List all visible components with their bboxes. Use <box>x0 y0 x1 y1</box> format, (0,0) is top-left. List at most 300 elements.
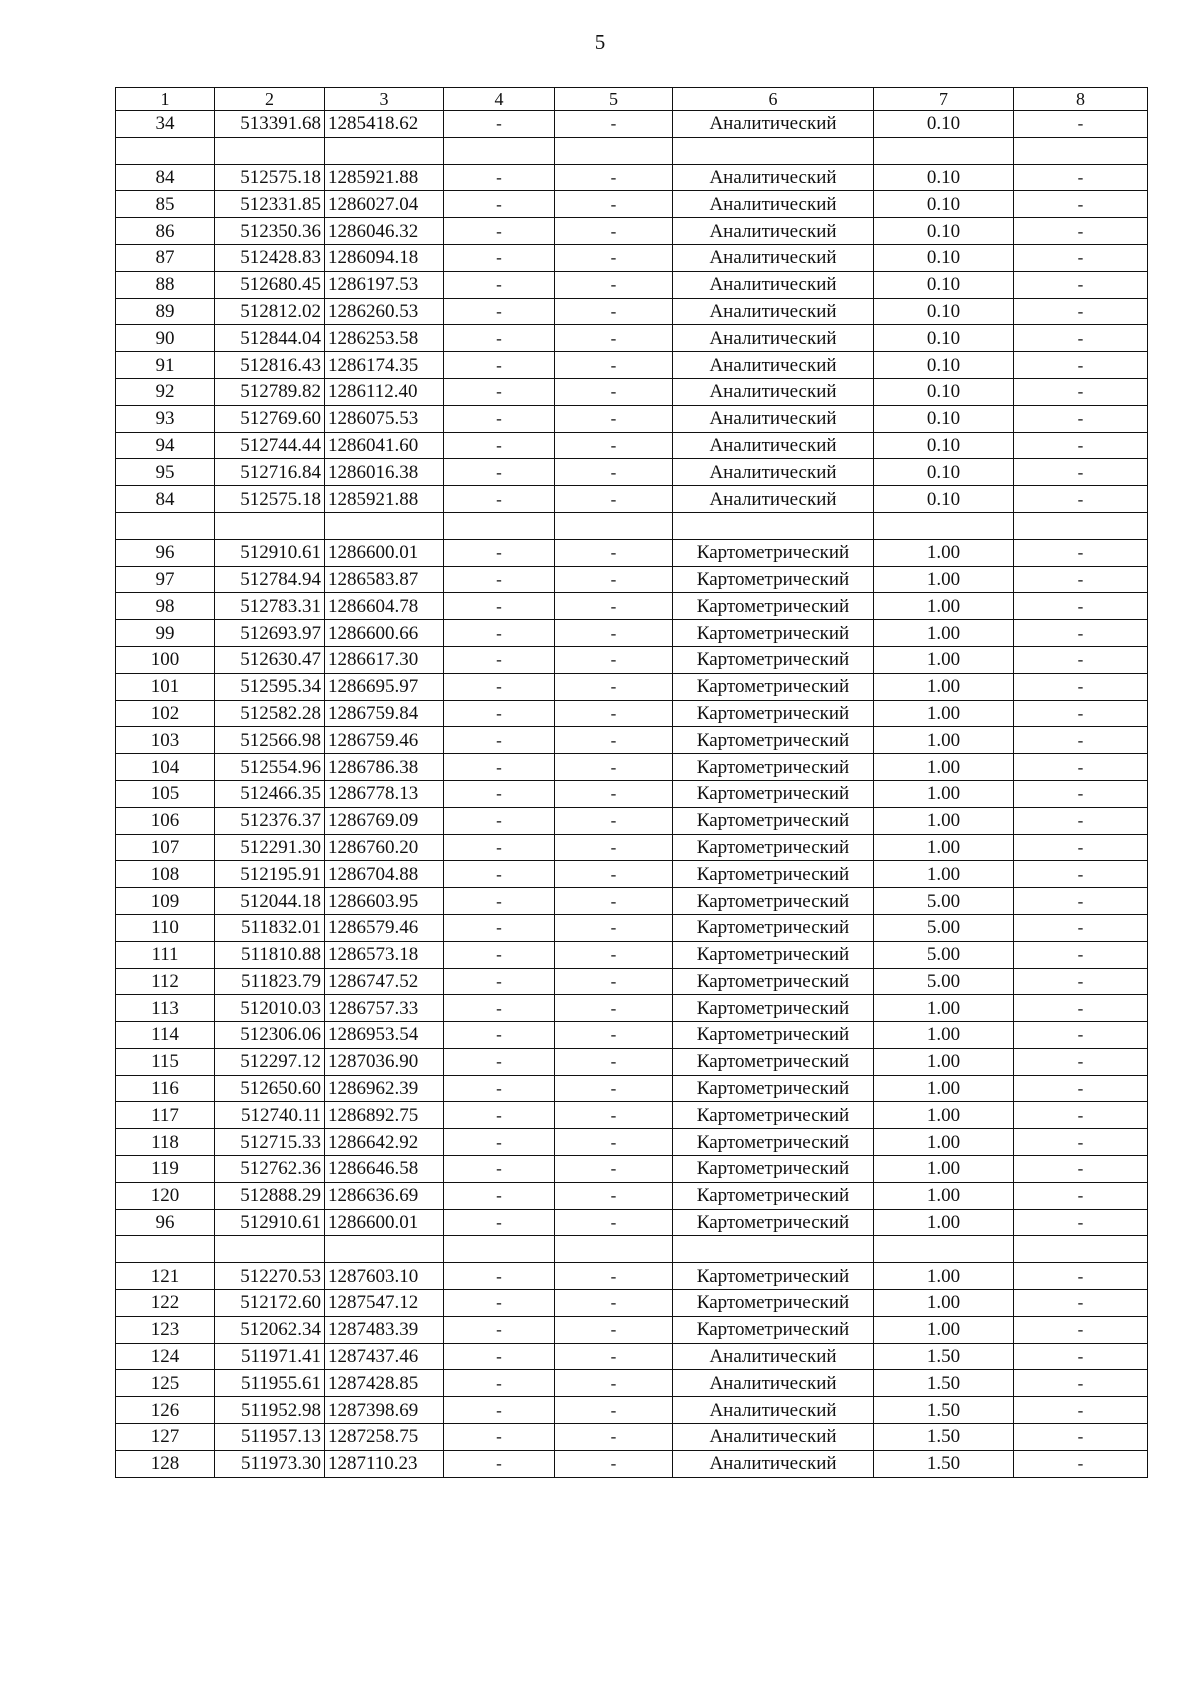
accuracy-cell <box>874 512 1014 539</box>
y-coordinate-cell: 1285418.62 <box>325 111 444 138</box>
column-8-cell: - <box>1014 352 1148 379</box>
column-4-cell: - <box>444 378 555 405</box>
method-cell: Картометрический <box>673 1182 874 1209</box>
accuracy-cell: 1.00 <box>874 1129 1014 1156</box>
column-4-cell: - <box>444 995 555 1022</box>
y-coordinate-cell: 1287258.75 <box>325 1424 444 1451</box>
point-number-cell: 97 <box>116 566 215 593</box>
column-5-cell: - <box>555 727 673 754</box>
column-5-cell: - <box>555 834 673 861</box>
method-cell <box>673 512 874 539</box>
accuracy-cell: 5.00 <box>874 914 1014 941</box>
column-8-cell <box>1014 1236 1148 1263</box>
column-5-cell: - <box>555 620 673 647</box>
x-coordinate-cell: 512812.02 <box>215 298 325 325</box>
x-coordinate-cell: 512816.43 <box>215 352 325 379</box>
y-coordinate-cell: 1287398.69 <box>325 1397 444 1424</box>
column-5-cell: - <box>555 754 673 781</box>
y-coordinate-cell: 1286617.30 <box>325 646 444 673</box>
column-5-cell <box>555 137 673 164</box>
table-row <box>116 1075 1148 1102</box>
table-row <box>116 914 1148 941</box>
column-8-cell: - <box>1014 807 1148 834</box>
accuracy-cell: 1.50 <box>874 1397 1014 1424</box>
point-number-cell: 96 <box>116 539 215 566</box>
accuracy-cell: 1.00 <box>874 646 1014 673</box>
table-row <box>116 888 1148 915</box>
x-coordinate-cell: 512172.60 <box>215 1290 325 1317</box>
column-4-cell: - <box>444 834 555 861</box>
column-8-cell: - <box>1014 1316 1148 1343</box>
column-8-cell: - <box>1014 1290 1148 1317</box>
column-4-cell: - <box>444 1424 555 1451</box>
accuracy-cell: 1.00 <box>874 1075 1014 1102</box>
y-coordinate-cell: 1286041.60 <box>325 432 444 459</box>
table-row <box>116 1450 1148 1477</box>
column-4-cell: - <box>444 1022 555 1049</box>
column-8-cell: - <box>1014 1397 1148 1424</box>
table-row <box>116 754 1148 781</box>
column-4-cell <box>444 1236 555 1263</box>
x-coordinate-cell: 512630.47 <box>215 646 325 673</box>
y-coordinate-cell: 1286600.01 <box>325 539 444 566</box>
x-coordinate-cell: 512575.18 <box>215 164 325 191</box>
x-coordinate-cell: 512291.30 <box>215 834 325 861</box>
point-number-cell: 94 <box>116 432 215 459</box>
method-cell: Аналитический <box>673 1397 874 1424</box>
column-5-cell: - <box>555 1316 673 1343</box>
column-4-cell: - <box>444 486 555 513</box>
column-4-cell: - <box>444 700 555 727</box>
accuracy-cell: 1.00 <box>874 1263 1014 1290</box>
table-row <box>116 727 1148 754</box>
column-4-cell: - <box>444 164 555 191</box>
column-5-cell: - <box>555 780 673 807</box>
column-8-cell: - <box>1014 968 1148 995</box>
column-4-cell: - <box>444 191 555 218</box>
x-coordinate-cell: 512575.18 <box>215 486 325 513</box>
table-row <box>116 244 1148 271</box>
column-4-cell: - <box>444 405 555 432</box>
y-coordinate-cell: 1286778.13 <box>325 780 444 807</box>
x-coordinate-cell: 512680.45 <box>215 271 325 298</box>
table-row <box>116 325 1148 352</box>
x-coordinate-cell: 513391.68 <box>215 111 325 138</box>
x-coordinate-cell: 511955.61 <box>215 1370 325 1397</box>
table-row <box>116 807 1148 834</box>
column-5-cell: - <box>555 298 673 325</box>
y-coordinate-cell: 1287036.90 <box>325 1048 444 1075</box>
method-cell: Аналитический <box>673 218 874 245</box>
point-number-cell: 91 <box>116 352 215 379</box>
method-cell: Аналитический <box>673 164 874 191</box>
column-8-cell: - <box>1014 1450 1148 1477</box>
x-coordinate-cell: 512910.61 <box>215 539 325 566</box>
accuracy-cell: 1.00 <box>874 1156 1014 1183</box>
method-cell: Картометрический <box>673 968 874 995</box>
accuracy-cell: 1.50 <box>874 1370 1014 1397</box>
table-row <box>116 968 1148 995</box>
column-8-cell: - <box>1014 566 1148 593</box>
column-4-cell: - <box>444 1182 555 1209</box>
column-8-cell: - <box>1014 1370 1148 1397</box>
x-coordinate-cell: 512595.34 <box>215 673 325 700</box>
column-8-cell: - <box>1014 486 1148 513</box>
column-4-cell: - <box>444 244 555 271</box>
table-header-row <box>116 88 1148 111</box>
method-cell: Картометрический <box>673 1022 874 1049</box>
y-coordinate-cell: 1286759.46 <box>325 727 444 754</box>
method-cell: Картометрический <box>673 700 874 727</box>
column-8-cell: - <box>1014 646 1148 673</box>
column-4-cell <box>444 512 555 539</box>
accuracy-cell: 0.10 <box>874 459 1014 486</box>
point-number-cell: 103 <box>116 727 215 754</box>
x-coordinate-cell <box>215 1236 325 1263</box>
table-row <box>116 352 1148 379</box>
method-cell: Аналитический <box>673 352 874 379</box>
y-coordinate-cell: 1286112.40 <box>325 378 444 405</box>
column-8-cell: - <box>1014 1424 1148 1451</box>
column-4-cell: - <box>444 807 555 834</box>
column-8-cell: - <box>1014 593 1148 620</box>
column-8-cell: - <box>1014 271 1148 298</box>
column-5-cell: - <box>555 1182 673 1209</box>
accuracy-cell: 0.10 <box>874 111 1014 138</box>
x-coordinate-cell: 512844.04 <box>215 325 325 352</box>
method-cell: Аналитический <box>673 271 874 298</box>
accuracy-cell: 1.00 <box>874 727 1014 754</box>
accuracy-cell: 1.50 <box>874 1343 1014 1370</box>
column-5-cell: - <box>555 1290 673 1317</box>
point-number-cell: 95 <box>116 459 215 486</box>
method-cell: Аналитический <box>673 244 874 271</box>
column-5-cell: - <box>555 807 673 834</box>
column-8-cell <box>1014 137 1148 164</box>
accuracy-cell: 0.10 <box>874 378 1014 405</box>
column-8-cell: - <box>1014 941 1148 968</box>
table-row <box>116 941 1148 968</box>
y-coordinate-cell <box>325 512 444 539</box>
column-8-cell: - <box>1014 914 1148 941</box>
method-cell: Аналитический <box>673 378 874 405</box>
table-row <box>116 673 1148 700</box>
column-4-cell: - <box>444 727 555 754</box>
accuracy-cell: 0.10 <box>874 298 1014 325</box>
table-row <box>116 218 1148 245</box>
column-4-cell: - <box>444 298 555 325</box>
column-5-cell: - <box>555 1450 673 1477</box>
y-coordinate-cell: 1287437.46 <box>325 1343 444 1370</box>
point-number-cell: 124 <box>116 1343 215 1370</box>
method-cell <box>673 137 874 164</box>
column-8-cell <box>1014 512 1148 539</box>
column-4-cell: - <box>444 218 555 245</box>
accuracy-cell <box>874 137 1014 164</box>
column-5-cell: - <box>555 700 673 727</box>
column-4-cell: - <box>444 271 555 298</box>
x-coordinate-cell: 512466.35 <box>215 780 325 807</box>
method-cell: Картометрический <box>673 914 874 941</box>
method-cell: Картометрический <box>673 593 874 620</box>
x-coordinate-cell: 512376.37 <box>215 807 325 834</box>
y-coordinate-cell: 1286016.38 <box>325 459 444 486</box>
method-cell: Картометрический <box>673 566 874 593</box>
column-8-cell: - <box>1014 325 1148 352</box>
method-cell: Аналитический <box>673 1424 874 1451</box>
column-5-cell: - <box>555 888 673 915</box>
column-8-cell: - <box>1014 1209 1148 1236</box>
column-5-cell: - <box>555 1209 673 1236</box>
x-coordinate-cell: 512744.44 <box>215 432 325 459</box>
column-4-cell: - <box>444 888 555 915</box>
column-4-cell: - <box>444 1343 555 1370</box>
point-number-cell: 104 <box>116 754 215 781</box>
column-5-cell: - <box>555 486 673 513</box>
column-5-cell: - <box>555 968 673 995</box>
point-number-cell: 101 <box>116 673 215 700</box>
x-coordinate-cell: 511823.79 <box>215 968 325 995</box>
column-4-cell <box>444 137 555 164</box>
point-number-cell: 105 <box>116 780 215 807</box>
table-row <box>116 1156 1148 1183</box>
table-row <box>116 539 1148 566</box>
table-row <box>116 432 1148 459</box>
y-coordinate-cell: 1286759.84 <box>325 700 444 727</box>
column-4-cell: - <box>444 1209 555 1236</box>
point-number-cell: 112 <box>116 968 215 995</box>
accuracy-cell: 0.10 <box>874 191 1014 218</box>
y-coordinate-cell: 1286027.04 <box>325 191 444 218</box>
accuracy-cell: 1.00 <box>874 700 1014 727</box>
column-4-cell: - <box>444 539 555 566</box>
point-number-cell: 90 <box>116 325 215 352</box>
x-coordinate-cell: 511957.13 <box>215 1424 325 1451</box>
x-coordinate-cell: 512428.83 <box>215 244 325 271</box>
column-8-cell: - <box>1014 218 1148 245</box>
table-row <box>116 861 1148 888</box>
point-number-cell: 100 <box>116 646 215 673</box>
accuracy-cell: 0.10 <box>874 164 1014 191</box>
accuracy-cell: 1.00 <box>874 1209 1014 1236</box>
column-8-cell: - <box>1014 432 1148 459</box>
point-number-cell: 84 <box>116 486 215 513</box>
table-row <box>116 1343 1148 1370</box>
x-coordinate-cell: 512769.60 <box>215 405 325 432</box>
table-row <box>116 111 1148 138</box>
column-8-cell: - <box>1014 995 1148 1022</box>
point-number-cell: 127 <box>116 1424 215 1451</box>
column-8-cell: - <box>1014 111 1148 138</box>
method-cell: Картометрический <box>673 1156 874 1183</box>
accuracy-cell: 1.50 <box>874 1424 1014 1451</box>
method-cell: Картометрический <box>673 1048 874 1075</box>
y-coordinate-cell: 1287110.23 <box>325 1450 444 1477</box>
table-row <box>116 378 1148 405</box>
column-4-cell: - <box>444 566 555 593</box>
table-row <box>116 1424 1148 1451</box>
column-4-cell: - <box>444 1156 555 1183</box>
point-number-cell: 118 <box>116 1129 215 1156</box>
accuracy-cell: 1.00 <box>874 673 1014 700</box>
table-row <box>116 1129 1148 1156</box>
accuracy-cell: 1.00 <box>874 1022 1014 1049</box>
column-header: 4 <box>444 88 555 111</box>
column-5-cell: - <box>555 1370 673 1397</box>
column-5-cell: - <box>555 405 673 432</box>
method-cell: Картометрический <box>673 1290 874 1317</box>
x-coordinate-cell: 511971.41 <box>215 1343 325 1370</box>
point-number-cell: 110 <box>116 914 215 941</box>
point-number-cell: 121 <box>116 1263 215 1290</box>
point-number-cell: 86 <box>116 218 215 245</box>
x-coordinate-cell: 512566.98 <box>215 727 325 754</box>
accuracy-cell: 5.00 <box>874 888 1014 915</box>
column-4-cell: - <box>444 1075 555 1102</box>
y-coordinate-cell: 1286253.58 <box>325 325 444 352</box>
x-coordinate-cell: 512888.29 <box>215 1182 325 1209</box>
x-coordinate-cell <box>215 137 325 164</box>
method-cell: Картометрический <box>673 646 874 673</box>
method-cell: Аналитический <box>673 325 874 352</box>
y-coordinate-cell: 1287428.85 <box>325 1370 444 1397</box>
table-row <box>116 834 1148 861</box>
method-cell: Картометрический <box>673 861 874 888</box>
x-coordinate-cell: 512331.85 <box>215 191 325 218</box>
method-cell: Аналитический <box>673 432 874 459</box>
accuracy-cell: 1.00 <box>874 834 1014 861</box>
table-row <box>116 1209 1148 1236</box>
accuracy-cell: 0.10 <box>874 218 1014 245</box>
x-coordinate-cell: 512910.61 <box>215 1209 325 1236</box>
column-8-cell: - <box>1014 1102 1148 1129</box>
column-8-cell: - <box>1014 700 1148 727</box>
column-5-cell: - <box>555 1263 673 1290</box>
accuracy-cell: 0.10 <box>874 432 1014 459</box>
method-cell: Аналитический <box>673 486 874 513</box>
column-5-cell: - <box>555 566 673 593</box>
point-number-cell: 85 <box>116 191 215 218</box>
column-4-cell: - <box>444 111 555 138</box>
x-coordinate-cell: 512062.34 <box>215 1316 325 1343</box>
point-number-cell: 92 <box>116 378 215 405</box>
accuracy-cell: 1.00 <box>874 1102 1014 1129</box>
method-cell: Аналитический <box>673 405 874 432</box>
column-5-cell: - <box>555 1343 673 1370</box>
column-4-cell: - <box>444 1397 555 1424</box>
column-5-cell: - <box>555 378 673 405</box>
point-number-cell: 114 <box>116 1022 215 1049</box>
column-8-cell: - <box>1014 861 1148 888</box>
y-coordinate-cell: 1286579.46 <box>325 914 444 941</box>
column-8-cell: - <box>1014 1129 1148 1156</box>
accuracy-cell: 1.00 <box>874 1316 1014 1343</box>
column-header: 3 <box>325 88 444 111</box>
y-coordinate-cell: 1287603.10 <box>325 1263 444 1290</box>
column-4-cell: - <box>444 1450 555 1477</box>
column-header: 1 <box>116 88 215 111</box>
y-coordinate-cell: 1286892.75 <box>325 1102 444 1129</box>
column-4-cell: - <box>444 914 555 941</box>
point-number-cell: 125 <box>116 1370 215 1397</box>
point-number-cell: 109 <box>116 888 215 915</box>
table-row <box>116 700 1148 727</box>
y-coordinate-cell: 1286260.53 <box>325 298 444 325</box>
accuracy-cell: 0.10 <box>874 325 1014 352</box>
column-5-cell: - <box>555 995 673 1022</box>
y-coordinate-cell: 1286636.69 <box>325 1182 444 1209</box>
y-coordinate-cell: 1286786.38 <box>325 754 444 781</box>
table-row <box>116 1397 1148 1424</box>
point-number-cell: 84 <box>116 164 215 191</box>
column-8-cell: - <box>1014 164 1148 191</box>
point-number-cell: 107 <box>116 834 215 861</box>
column-5-cell: - <box>555 646 673 673</box>
table-row <box>116 1316 1148 1343</box>
column-5-cell <box>555 512 673 539</box>
y-coordinate-cell: 1287483.39 <box>325 1316 444 1343</box>
accuracy-cell: 0.10 <box>874 405 1014 432</box>
column-8-cell: - <box>1014 405 1148 432</box>
method-cell: Картометрический <box>673 539 874 566</box>
point-number-cell: 106 <box>116 807 215 834</box>
column-header: 7 <box>874 88 1014 111</box>
table-row <box>116 1370 1148 1397</box>
column-4-cell: - <box>444 620 555 647</box>
method-cell: Картометрический <box>673 780 874 807</box>
x-coordinate-cell: 512789.82 <box>215 378 325 405</box>
column-8-cell: - <box>1014 834 1148 861</box>
y-coordinate-cell: 1286046.32 <box>325 218 444 245</box>
table-row <box>116 1290 1148 1317</box>
y-coordinate-cell: 1285921.88 <box>325 486 444 513</box>
x-coordinate-cell: 512010.03 <box>215 995 325 1022</box>
column-5-cell: - <box>555 325 673 352</box>
x-coordinate-cell <box>215 512 325 539</box>
column-4-cell: - <box>444 1102 555 1129</box>
y-coordinate-cell <box>325 1236 444 1263</box>
column-4-cell: - <box>444 593 555 620</box>
point-number-cell: 119 <box>116 1156 215 1183</box>
table-row <box>116 298 1148 325</box>
method-cell: Аналитический <box>673 191 874 218</box>
accuracy-cell: 1.00 <box>874 807 1014 834</box>
column-8-cell: - <box>1014 673 1148 700</box>
accuracy-cell: 1.00 <box>874 620 1014 647</box>
column-8-cell: - <box>1014 1022 1148 1049</box>
x-coordinate-cell: 512650.60 <box>215 1075 325 1102</box>
accuracy-cell: 5.00 <box>874 968 1014 995</box>
table-row <box>116 1022 1148 1049</box>
column-5-cell: - <box>555 1048 673 1075</box>
method-cell: Картометрический <box>673 1316 874 1343</box>
column-5-cell: - <box>555 111 673 138</box>
point-number-cell: 128 <box>116 1450 215 1477</box>
column-4-cell: - <box>444 780 555 807</box>
x-coordinate-cell: 512270.53 <box>215 1263 325 1290</box>
column-4-cell: - <box>444 1316 555 1343</box>
x-coordinate-cell: 512740.11 <box>215 1102 325 1129</box>
method-cell: Аналитический <box>673 1343 874 1370</box>
point-number-cell: 34 <box>116 111 215 138</box>
y-coordinate-cell: 1286953.54 <box>325 1022 444 1049</box>
point-number-cell: 87 <box>116 244 215 271</box>
column-header: 8 <box>1014 88 1148 111</box>
column-8-cell: - <box>1014 244 1148 271</box>
column-4-cell: - <box>444 1263 555 1290</box>
column-8-cell: - <box>1014 1156 1148 1183</box>
table-row <box>116 271 1148 298</box>
